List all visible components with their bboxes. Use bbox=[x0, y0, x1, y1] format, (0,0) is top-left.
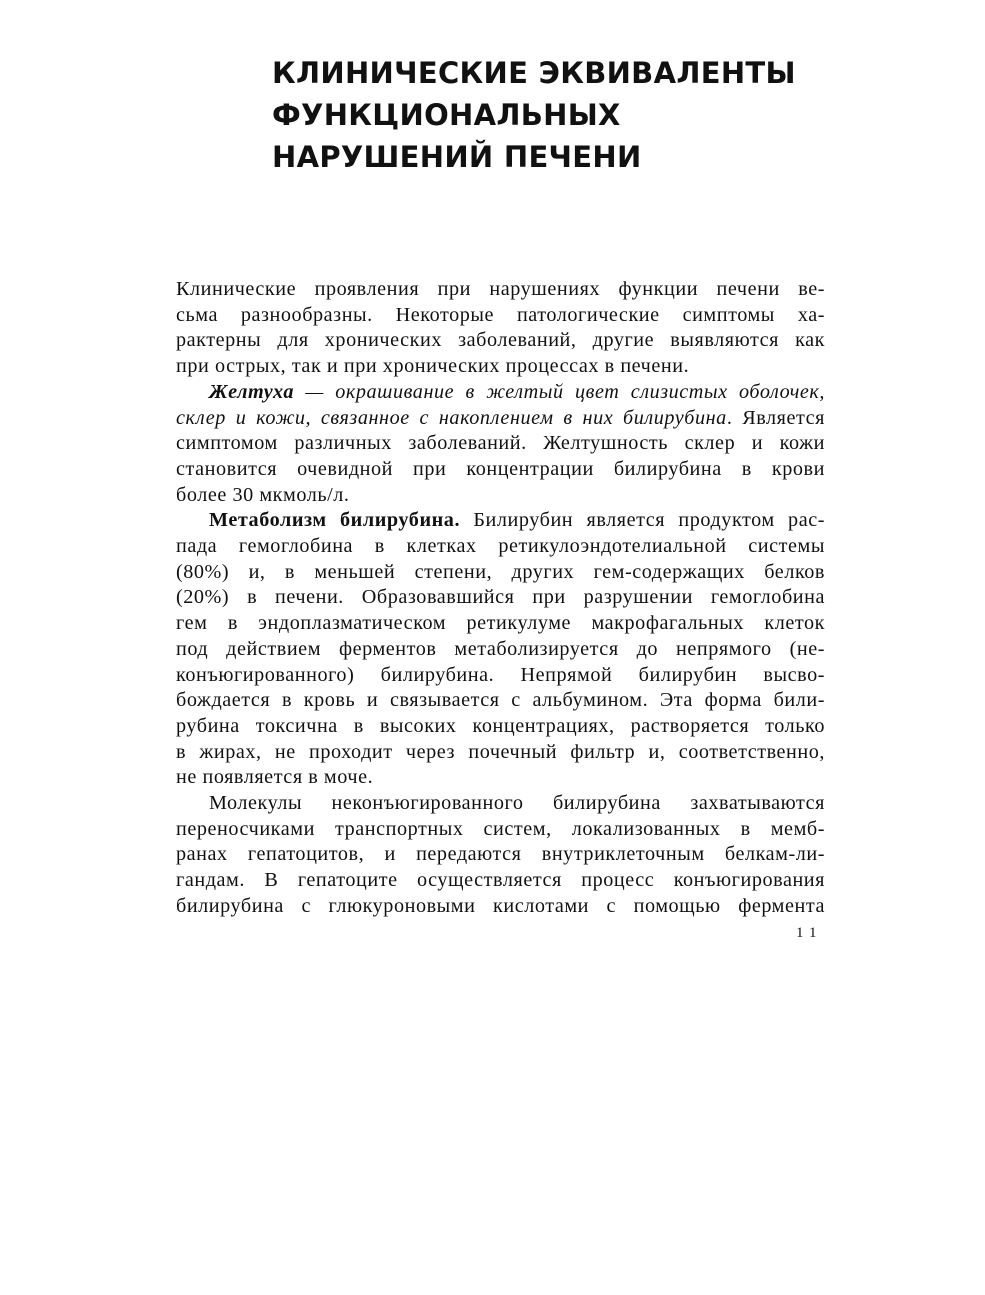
text-line: (20%) в печени. Образовавшийся при разрушении гемоглобина bbox=[176, 586, 825, 609]
text-line: гандам. В гепатоците осуществляется процесс конъюгирования bbox=[176, 869, 825, 892]
text-line: рактерны для хронических заболеваний, другие выявляются как bbox=[176, 329, 825, 352]
body-text bbox=[176, 277, 825, 920]
text-line: сьма разнообразны. Некоторые патологические симптомы ха- bbox=[176, 303, 825, 326]
jaundice-term: Желтуха bbox=[209, 380, 295, 403]
chapter-title-line-1: КЛИНИЧЕСКИЕ ЭКВИВАЛЕНТЫ bbox=[272, 56, 796, 90]
intro-paragraph bbox=[176, 277, 825, 380]
chapter-title-line-3: НАРУШЕНИЙ ПЕЧЕНИ bbox=[272, 140, 642, 174]
text-line: более 30 мкмоль/л. bbox=[176, 483, 350, 506]
text-line bbox=[176, 406, 825, 432]
text-line: билирубина с глюкуроновыми кислотами с помощью фермента bbox=[176, 894, 825, 917]
jaundice-definition-cont: склер и кожи, связанное с накоплением в них билирубина bbox=[176, 406, 727, 429]
text-line: конъюгированного) билирубина. Непрямой билирубин высво- bbox=[176, 663, 825, 686]
text-line: симптомом различных заболеваний. Желтушность склер и кожи bbox=[176, 432, 825, 455]
text-line: Клинические проявления при нарушениях функции печени ве- bbox=[176, 278, 825, 300]
text-line: переносчиками транспортных систем, локализованных в мемб- bbox=[176, 817, 825, 840]
bilirubin-metabolism-paragraph bbox=[176, 508, 825, 791]
section-heading: Метаболизм билирубина. bbox=[209, 509, 461, 532]
jaundice-paragraph bbox=[176, 380, 825, 509]
text-line: рубина токсична в высоких концентрациях, растворяется только bbox=[176, 714, 825, 737]
chapter-title-line-2: ФУНКЦИОНАЛЬНЫХ bbox=[272, 98, 621, 132]
conjugation-paragraph bbox=[176, 791, 825, 920]
text-line: Молекулы неконъюгированного билирубина захватываются bbox=[209, 792, 825, 815]
jaundice-definition: — окрашивание в желтый цвет слизистых оболочек, bbox=[294, 380, 825, 403]
text-line: не появляется в моче. bbox=[176, 766, 374, 789]
text-line: при острых, так и при хронических процессах в печени. bbox=[176, 355, 690, 378]
text-line: (80%) и, в меньшей степени, других гем-содержащих белков bbox=[176, 560, 825, 583]
text-fragment: . Является bbox=[726, 406, 825, 429]
chapter-title bbox=[272, 52, 892, 178]
text-line: в жирах, не проходит через почечный фильтр и, соответственно, bbox=[176, 740, 825, 763]
text-line: гем в эндоплазматическом ретикулуме макрофагальных клеток bbox=[176, 612, 825, 635]
text-line: бождается в кровь и связывается с альбумином. Эта форма били- bbox=[176, 689, 825, 712]
text-line bbox=[176, 380, 825, 406]
text-line: ранах гепатоцитов, и передаются внутриклеточным белкам-ли- bbox=[176, 843, 825, 866]
text-line: становится очевидной при концентрации билирубина в крови bbox=[176, 457, 825, 480]
text-line: под действием ферментов метаболизируется до непрямого (не- bbox=[176, 637, 825, 660]
text-line bbox=[176, 508, 825, 534]
text-line: пада гемоглобина в клетках ретикулоэндотелиальной системы bbox=[176, 535, 825, 558]
page-number: 11 bbox=[796, 925, 823, 941]
text-fragment: Билирубин является продуктом рас- bbox=[460, 509, 825, 532]
